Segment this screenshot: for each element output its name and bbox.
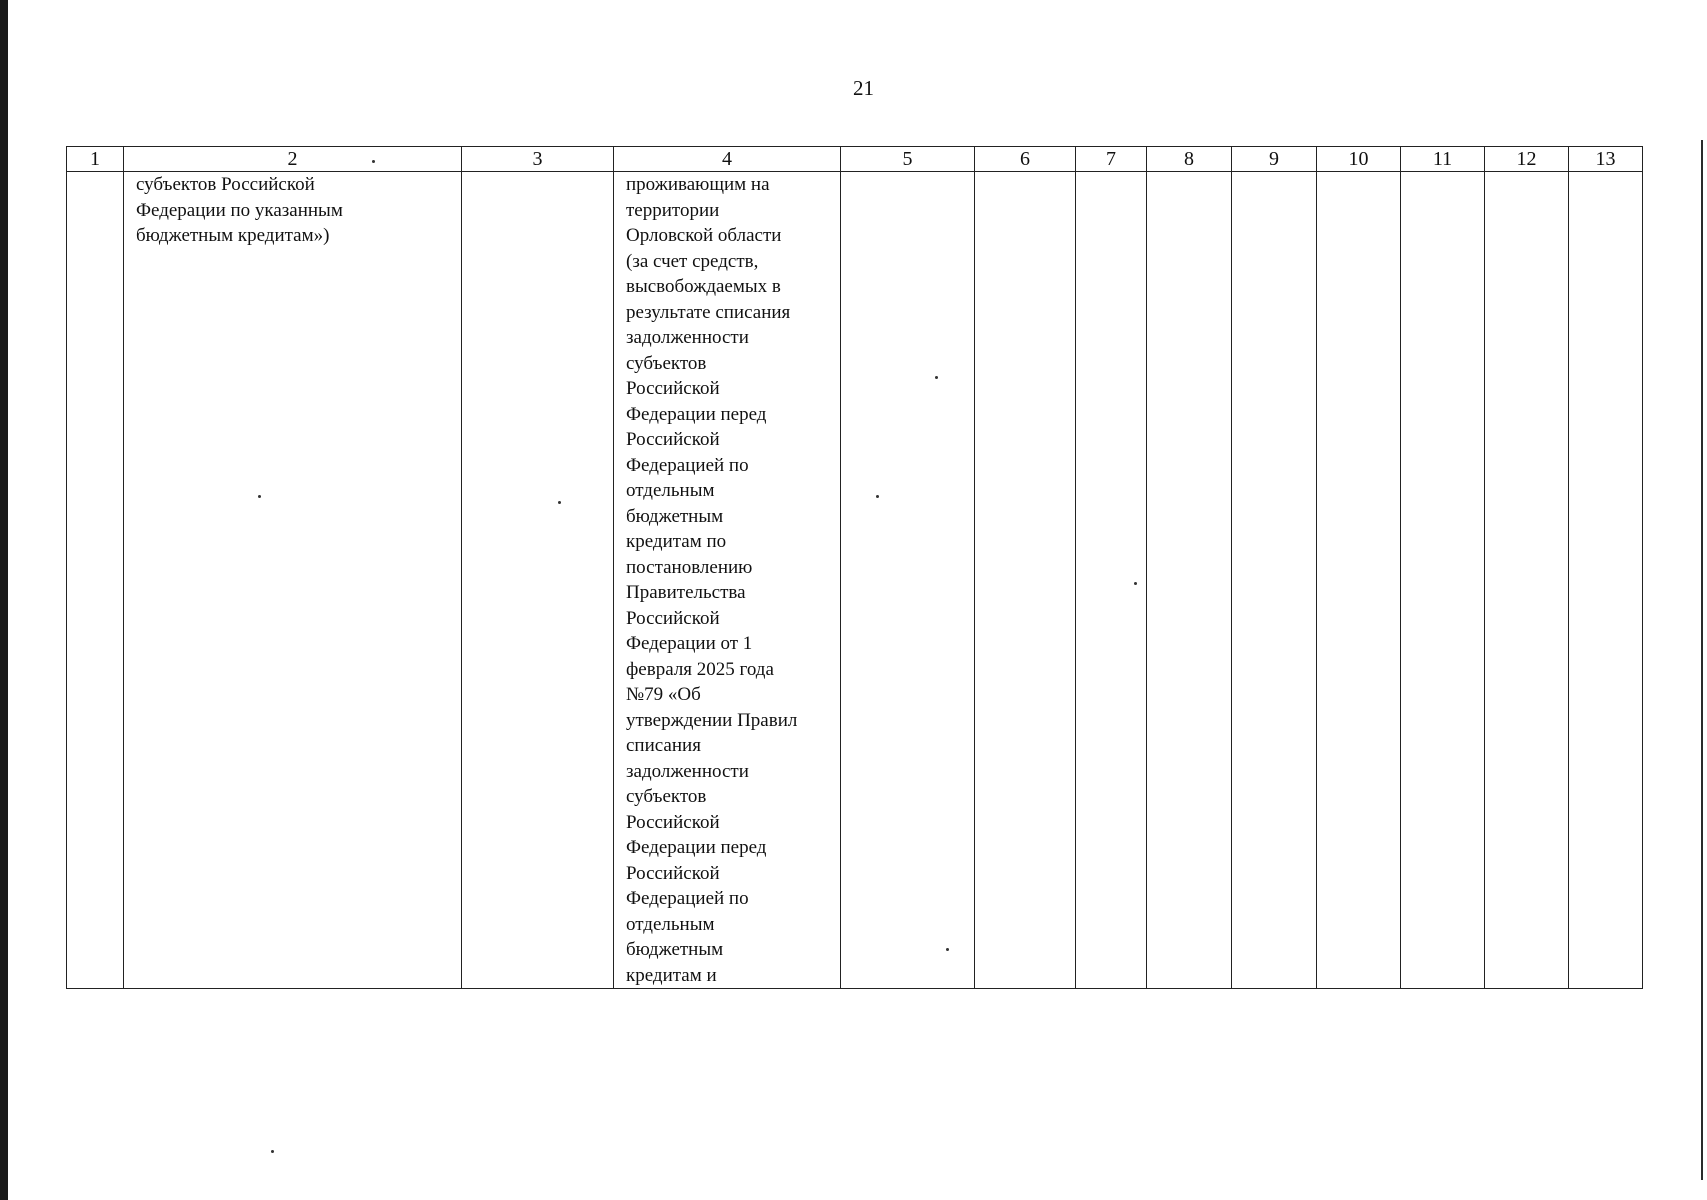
column-header: 8 bbox=[1147, 147, 1232, 172]
table-cell-col4 bbox=[614, 172, 841, 989]
scan-speck bbox=[271, 1150, 274, 1153]
table-row bbox=[67, 172, 1643, 989]
table-cell-col7 bbox=[1076, 172, 1147, 989]
cell-text-col2: субъектов Российской Федерации по указанным бюджетным кредитам») bbox=[136, 174, 343, 246]
column-header: 9 bbox=[1232, 147, 1317, 172]
column-header: 4 bbox=[614, 147, 841, 172]
scan-edge-left bbox=[0, 0, 8, 1200]
scan-speck bbox=[372, 160, 375, 163]
table-cell-col11 bbox=[1401, 172, 1485, 989]
column-header: 10 bbox=[1317, 147, 1401, 172]
column-header: 13 bbox=[1569, 147, 1643, 172]
scan-speck bbox=[876, 495, 879, 498]
column-header: 7 bbox=[1076, 147, 1147, 172]
table-cell-col6 bbox=[975, 172, 1076, 989]
column-header: 5 bbox=[841, 147, 975, 172]
scan-speck bbox=[1134, 582, 1137, 585]
table-cell-col2 bbox=[124, 172, 462, 989]
column-header: 1 bbox=[67, 147, 124, 172]
table-cell-col8 bbox=[1147, 172, 1232, 989]
scan-speck bbox=[935, 376, 938, 379]
table-cell-col12 bbox=[1485, 172, 1569, 989]
scan-speck bbox=[258, 495, 261, 498]
column-header: 11 bbox=[1401, 147, 1485, 172]
table-cell-col9 bbox=[1232, 172, 1317, 989]
scan-edge-right bbox=[1701, 140, 1703, 1180]
table-cell-col10 bbox=[1317, 172, 1401, 989]
column-header: 12 bbox=[1485, 147, 1569, 172]
column-header: 3 bbox=[462, 147, 614, 172]
table-cell-col13 bbox=[1569, 172, 1643, 989]
table-cell-col3 bbox=[462, 172, 614, 989]
cell-text-col4: проживающим на территории Орловской области (за счет средств, высвобождаемых в результате списания задолженности субъектов Российской Федерации перед Российской Федерацией по отдельным бюджетным кредитам по постановлению Правительства Российской Федерации от 1 февраля 2025 года №79 «Об утверждении Правил списания задолженности субъектов Российской Федерации перед Российской Федерацией по отдельным бюджетным кредитам и bbox=[626, 174, 798, 986]
column-header: 6 bbox=[975, 147, 1076, 172]
table-cell-col1 bbox=[67, 172, 124, 989]
scan-speck bbox=[946, 948, 949, 951]
column-header: 2 bbox=[124, 147, 462, 172]
data-table bbox=[66, 146, 1643, 989]
table-cell-col5 bbox=[841, 172, 975, 989]
page-number: 21 bbox=[853, 76, 874, 100]
scan-speck bbox=[558, 501, 561, 504]
table-header-row bbox=[67, 147, 1643, 172]
